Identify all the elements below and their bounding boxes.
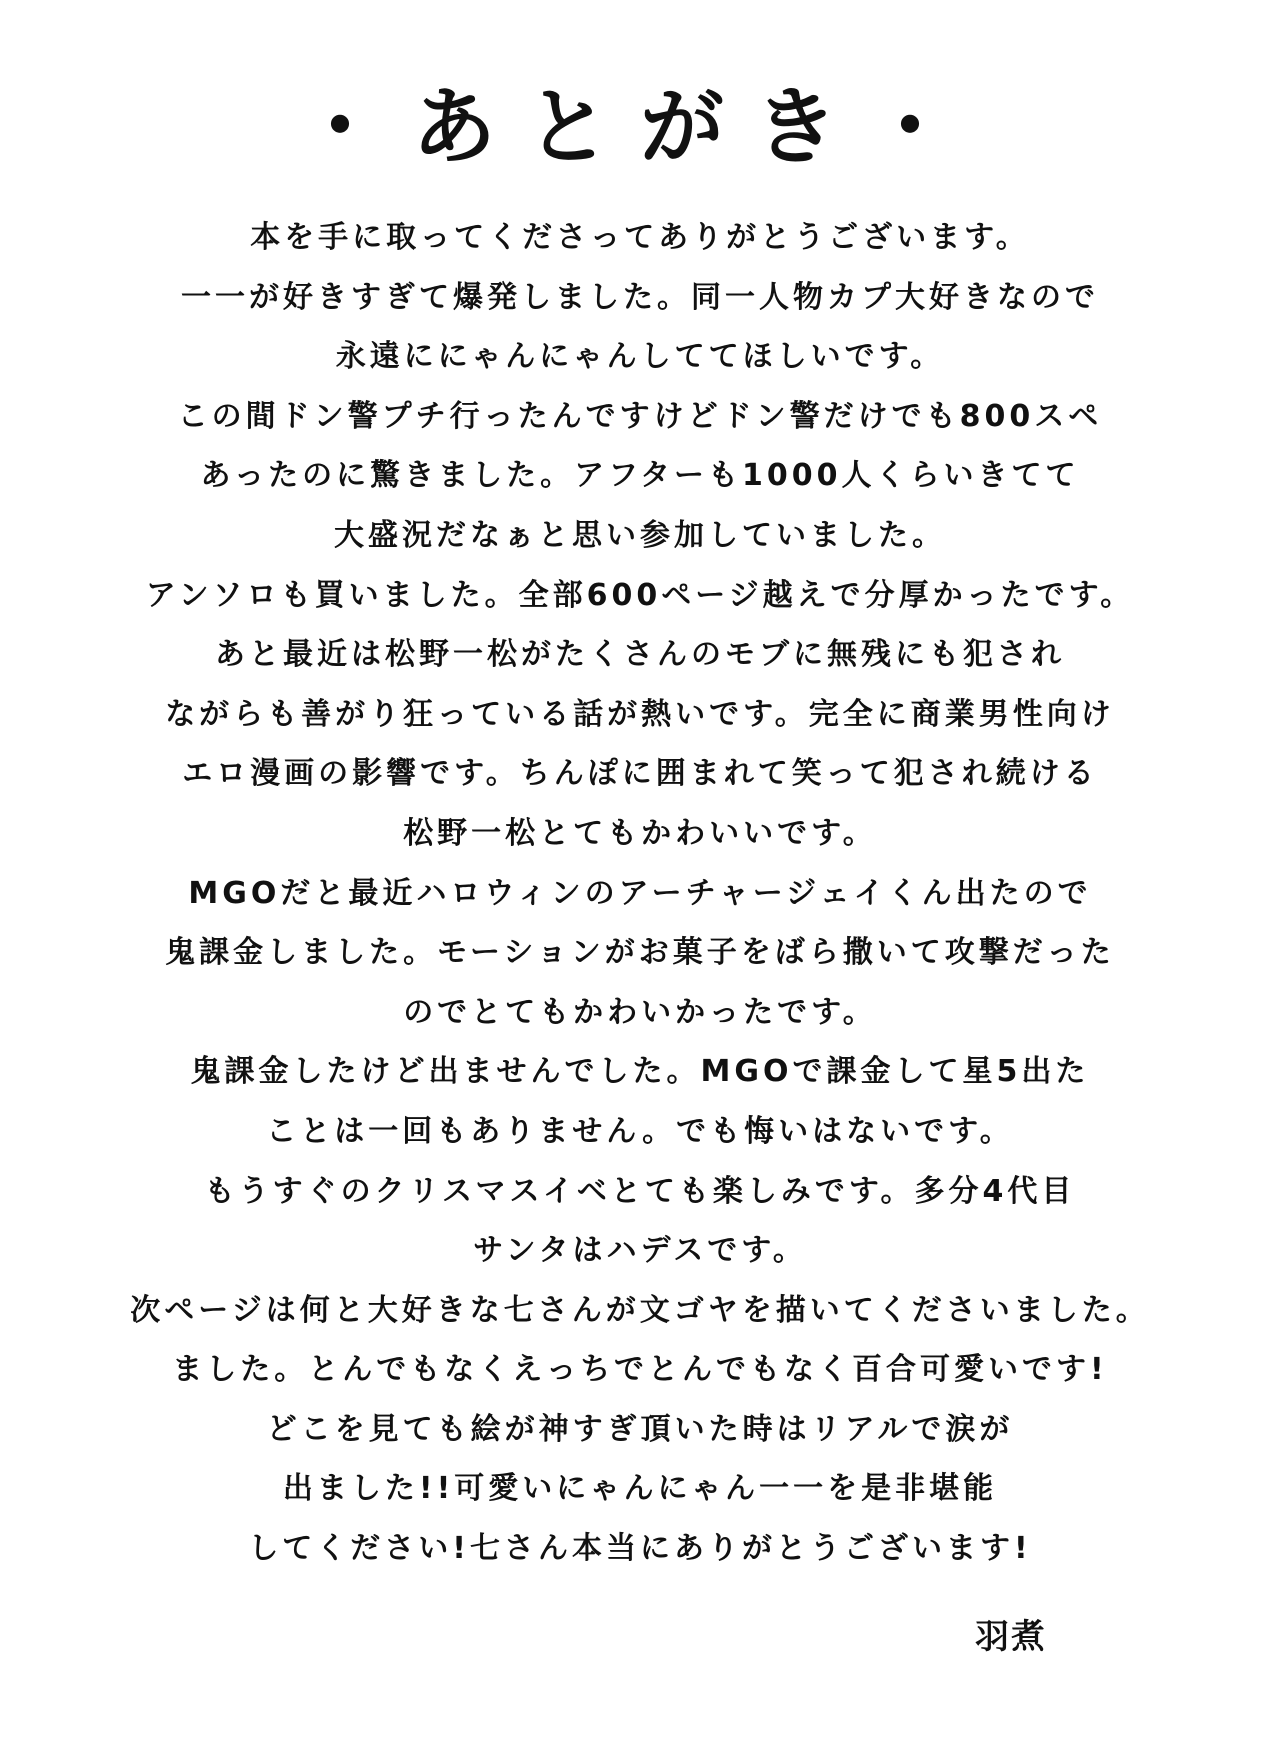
text-line: 松野一松とてもかわいいです。 (403, 815, 877, 851)
text-line: あったのに驚きました。アフターも1000人くらいきてて (200, 458, 1080, 494)
text-line: 大盛況だなぁと思い参加していました。 (334, 517, 946, 553)
text-line: どこを見ても絵が神すぎ頂いた時はリアルで涙が (266, 1411, 1014, 1447)
text-line: 鬼課金しました。モーションがお菓子をばら撒いて攻撃だった (165, 935, 1115, 971)
text-line: もうすぐのクリスマスイベとても楽しみです。多分4代目 (204, 1173, 1076, 1209)
text-line: のでとてもかわいかったです。 (403, 994, 877, 1030)
text-line: サンタはハデスです。 (473, 1233, 807, 1269)
text-line: あと最近は松野一松がたくさんのモブに無残にも犯され (215, 637, 1065, 673)
text-line: 本を手に取ってくださってありがとうございます。 (250, 220, 1030, 255)
text-line: この間ドン警プチ行ったんですけどドン警だけでも800スペ (177, 398, 1103, 434)
text-line: ました。とんでもなくえっちでとんでもなく百合可愛いです! (172, 1352, 1108, 1388)
text-line: エロ漫画の影響です。ちんぽに囲まれて笑って犯され続ける (182, 756, 1098, 792)
text-line: アンソロも買いました。全部600ページ越えで分厚かったです。 (145, 577, 1135, 613)
text-line: 鬼課金したけど出ませんでした。MGOで課金して星5出た (190, 1054, 1090, 1090)
author-signature: 羽煮 (975, 1617, 1047, 1657)
page-title: ・あとがき・ (297, 78, 982, 176)
afterword-body (60, 208, 1220, 1579)
text-line: 次ページは何と大好きな七さんが文ゴヤを描いてくださいました。 (130, 1292, 1150, 1328)
text-line: ながらも善がり狂っている話が熱いです。完全に商業男性向け (165, 696, 1115, 732)
text-line: 出ました!!可愛いにゃんにゃん一一を是非堪能 (282, 1471, 998, 1507)
text-line: ことは一回もありません。でも悔いはないです。 (266, 1113, 1014, 1149)
text-line: 一一が好きすぎて爆発しました。同一人物カプ大好きなので (181, 279, 1099, 315)
text-line: してください!七さん本当にありがとうございます! (248, 1531, 1032, 1567)
text-line: 永遠ににゃんにゃんしててほしいです。 (335, 339, 945, 375)
text-line: MGOだと最近ハロウィンのアーチャージェイくん出たので (188, 875, 1092, 911)
